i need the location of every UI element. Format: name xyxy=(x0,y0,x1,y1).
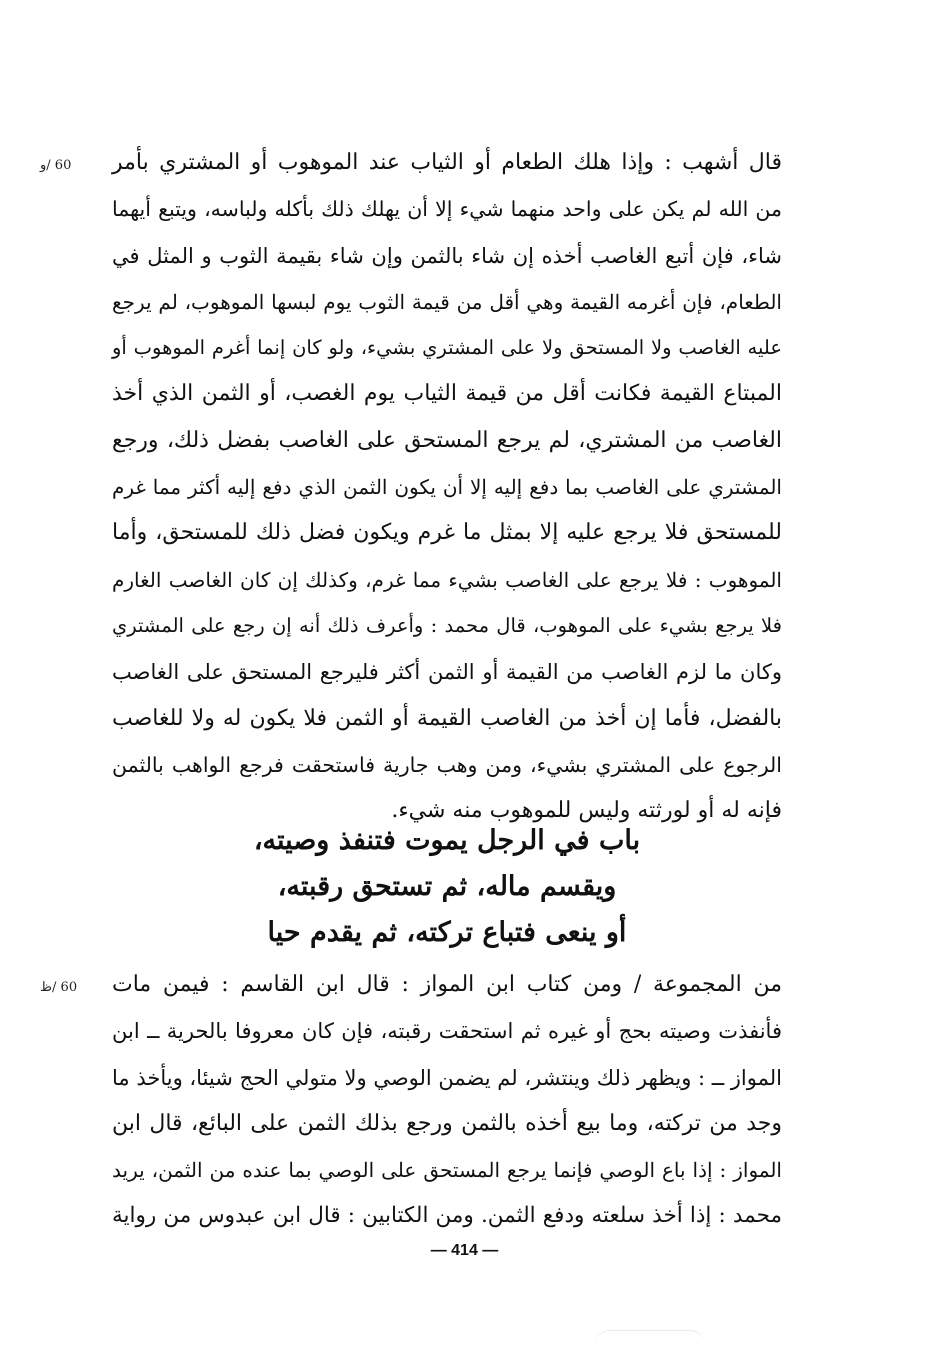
text-line: فلا يرجع بشيء على الموهوب، قال محمد : وأعرف ذلك أنه إن رجع على المشتري xyxy=(112,613,782,637)
text-line: شاء، فإن أتبع الغاصب أخذه إن شاء بالثمن وإن شاء بقيمة الثوب و المثل في xyxy=(112,243,782,268)
text-line: الغاصب من المشتري، لم يرجع المستحق على الغاصب بفضل ذلك، ورجع xyxy=(112,427,782,453)
text-line: المبتاع القيمة فكانت أقل من قيمة الثياب يوم الغصب، أو الثمن الذي أخذ xyxy=(112,381,782,407)
heading-line: باب في الرجل يموت فتنفذ وصيته، xyxy=(253,825,641,856)
text-line: الرجوع على المشتري بشيء، ومن وهب جارية فاستحقت فرجع الواهب بالثمن xyxy=(112,752,782,777)
text-line: بالفضل، فأما إن أخذ من الغاصب القيمة أو الثمن فلا يكون له ولا للغاصب xyxy=(112,705,782,731)
text-line: وجد من تركته، وما بيع أخذه بالثمن ورجع بذلك الثمن على البائع، قال ابن xyxy=(112,1110,782,1136)
text-line: المواز ــ : ويظهر ذلك وينتشر، لم يضمن الوصي ولا متولي الحج شيئا، ويأخذ ما xyxy=(112,1065,782,1090)
text-line: فأنفذت وصيته بحج أو غيره ثم استحقت رقبته، فإن كان معروفا بالحرية ــ ابن xyxy=(112,1019,782,1044)
text-line: من الله لم يكن على واحد منهما شيء إلا أن يهلك ذلك بأكله ولباسه، ويتبع أيهما xyxy=(112,197,782,222)
heading-line: ويقسم ماله، ثم تستحق رقبته، xyxy=(277,871,617,902)
text-line: المشتري على الغاصب بما دفع إليه إلا أن يكون الثمن الذي دفع إليه أكثر مما غرم xyxy=(112,475,782,500)
text-line: المواز : إذا باع الوصي فإنما يرجع المستحق على الوصي بما عنده من الثمن، يريد xyxy=(112,1158,782,1183)
text-line: محمد : إذا أخذ سلعته ودفع الثمن. ومن الكتابين : قال ابن عبدوس من رواية xyxy=(112,1203,782,1229)
text-line: الموهوب : فلا يرجع على الغاصب بشيء مما غرم، وكذلك إن كان الغاصب الغارم xyxy=(112,567,782,592)
text-line: الطعام، فإن أغرمه القيمة وهي أقل من قيمة الثوب يوم لبسها الموهوب، لم يرجع xyxy=(112,289,782,314)
text-line: للمستحق فلا يرجع عليه إلا بمثل ما غرم ويكون فضل ذلك للمستحق، وأما xyxy=(112,520,782,546)
body-paragraph xyxy=(112,140,782,834)
page-number: — 414 — xyxy=(430,1242,499,1259)
text-line: قال أشهب : وإذا هلك الطعام أو الثياب عند الموهوب أو المشتري بأمر xyxy=(112,150,782,175)
body-paragraph xyxy=(112,962,782,1240)
text-line: وكان ما لزم الغاصب من القيمة أو الثمن أكثر فليرجع المستحق على الغاصب xyxy=(112,660,782,685)
scan-artifact xyxy=(595,1330,705,1345)
folio-marker: 60 /ظ xyxy=(40,980,78,995)
text-line: من المجموعة / ومن كتاب ابن المواز : قال ابن القاسم : فيمن مات xyxy=(112,972,782,997)
text-line: عليه الغاصب ولا المستحق ولا على المشتري بشيء، ولو كان إنما أغرم الموهوب أو xyxy=(112,336,782,360)
chapter-heading xyxy=(112,818,782,956)
folio-marker: 60 /و xyxy=(40,158,72,173)
text-line: فإنه له أو لورثته وليس للموهوب منه شيء. xyxy=(391,798,782,824)
heading-line: أو ينعى فتباع تركته، ثم يقدم حيا xyxy=(267,917,627,948)
